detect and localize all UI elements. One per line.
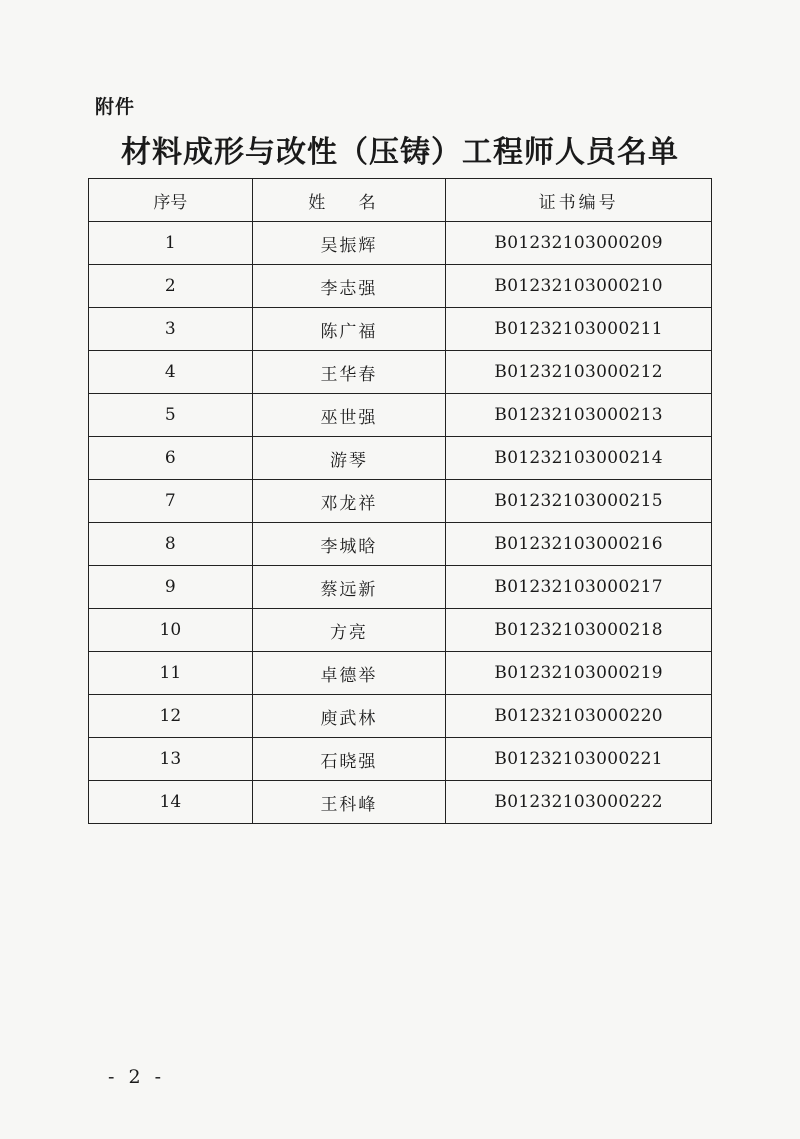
row-certificate-number: B01232103000213 <box>446 394 712 437</box>
row-number: 8 <box>89 523 253 566</box>
table-row <box>89 394 712 437</box>
row-number: 2 <box>89 265 253 308</box>
personnel-table <box>88 178 712 824</box>
row-name: 石晓强 <box>252 738 446 781</box>
table-row <box>89 652 712 695</box>
row-certificate-number: B01232103000211 <box>446 308 712 351</box>
row-name: 卓德举 <box>252 652 446 695</box>
row-certificate-number: B01232103000215 <box>446 480 712 523</box>
row-number: 5 <box>89 394 253 437</box>
row-number: 4 <box>89 351 253 394</box>
row-number: 3 <box>89 308 253 351</box>
row-certificate-number: B01232103000216 <box>446 523 712 566</box>
row-name: 吴振辉 <box>252 222 446 265</box>
row-certificate-number: B01232103000221 <box>446 738 712 781</box>
row-certificate-number: B01232103000217 <box>446 566 712 609</box>
row-number: 7 <box>89 480 253 523</box>
table-row <box>89 351 712 394</box>
row-number: 13 <box>89 738 253 781</box>
attachment-label: 附件 <box>95 96 136 118</box>
row-name: 王华春 <box>252 351 446 394</box>
table-row <box>89 222 712 265</box>
row-name: 巫世强 <box>252 394 446 437</box>
row-name: 方亮 <box>252 609 446 652</box>
document-title: 材料成形与改性（压铸）工程师人员名单 <box>121 135 679 170</box>
row-name: 陈广福 <box>252 308 446 351</box>
row-name: 庾武林 <box>252 695 446 738</box>
row-name: 蔡远新 <box>252 566 446 609</box>
table-row <box>89 523 712 566</box>
column-header-number: 序号 <box>89 179 253 222</box>
table-row <box>89 781 712 824</box>
page-number: - 2 - <box>108 1066 166 1088</box>
row-certificate-number: B01232103000222 <box>446 781 712 824</box>
row-name: 邓龙祥 <box>252 480 446 523</box>
row-number: 9 <box>89 566 253 609</box>
table-row <box>89 566 712 609</box>
table-row <box>89 437 712 480</box>
row-number: 10 <box>89 609 253 652</box>
row-name: 李城晗 <box>252 523 446 566</box>
row-certificate-number: B01232103000214 <box>446 437 712 480</box>
table-row <box>89 265 712 308</box>
row-number: 12 <box>89 695 253 738</box>
row-certificate-number: B01232103000218 <box>446 609 712 652</box>
table-body <box>89 222 712 824</box>
row-certificate-number: B01232103000209 <box>446 222 712 265</box>
row-name: 李志强 <box>252 265 446 308</box>
row-number: 6 <box>89 437 253 480</box>
column-header-certificate: 证书编号 <box>446 179 712 222</box>
row-name: 游琴 <box>252 437 446 480</box>
column-header-name: 姓 名 <box>252 179 446 222</box>
row-number: 11 <box>89 652 253 695</box>
row-certificate-number: B01232103000219 <box>446 652 712 695</box>
row-number: 1 <box>89 222 253 265</box>
table-row <box>89 738 712 781</box>
table-row <box>89 695 712 738</box>
row-number: 14 <box>89 781 253 824</box>
row-name: 王科峰 <box>252 781 446 824</box>
table-row <box>89 480 712 523</box>
table-row <box>89 609 712 652</box>
row-certificate-number: B01232103000220 <box>446 695 712 738</box>
row-certificate-number: B01232103000212 <box>446 351 712 394</box>
row-certificate-number: B01232103000210 <box>446 265 712 308</box>
table-row <box>89 308 712 351</box>
table-header-row <box>89 179 712 222</box>
